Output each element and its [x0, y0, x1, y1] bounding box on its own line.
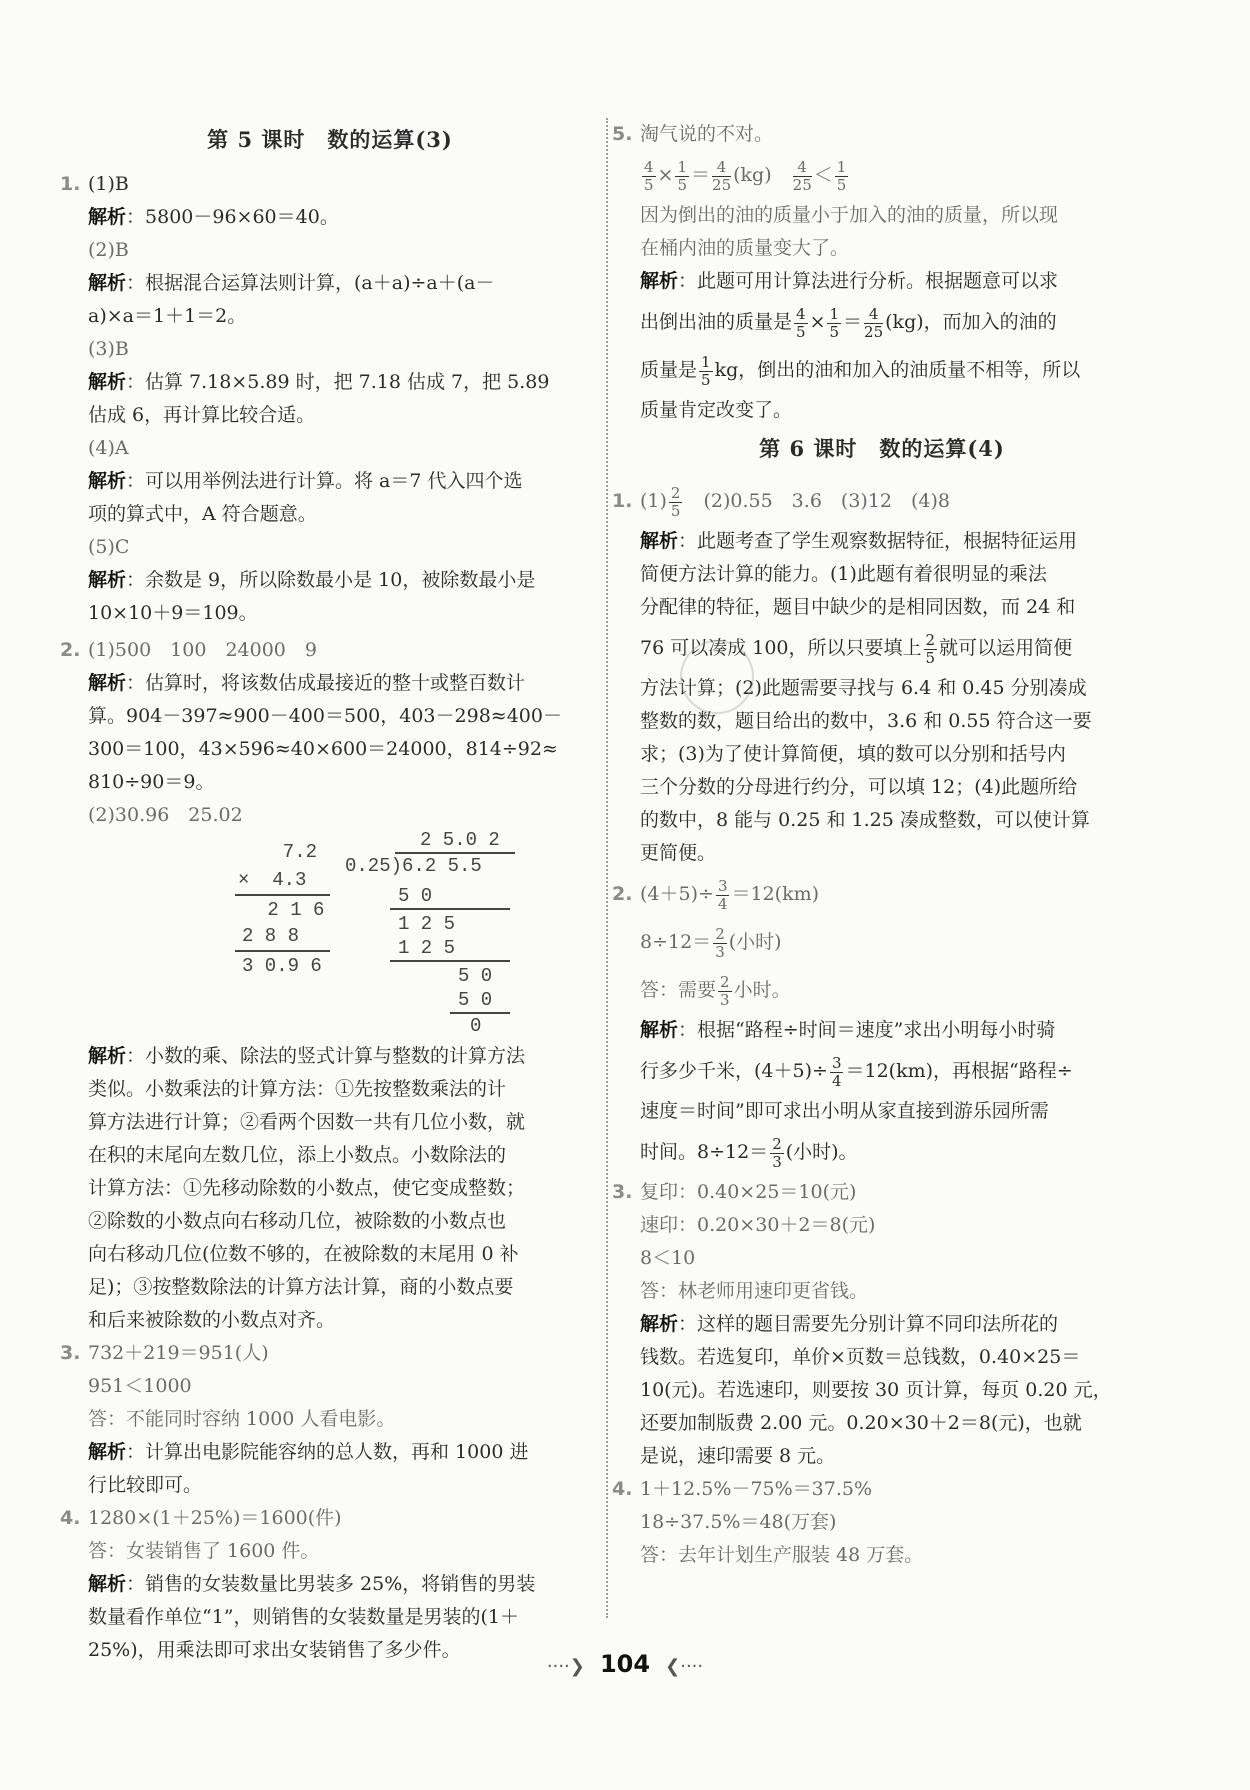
text-left-q2-t2h: 足)；③按整数除法的计算方法计算，商的小数点要 — [88, 1276, 514, 1298]
column-divider — [606, 118, 608, 1618]
section-title-6: 第 6 课时 数的运算(4) — [759, 436, 1005, 461]
text-left-q4-a1: 1280×(1＋25%)＝1600(件) — [88, 1507, 342, 1529]
text-left-q2-calc-d1: 0.25)6.2 5.5 — [345, 855, 482, 877]
text-right-p2-f3: 3 — [715, 942, 725, 961]
text-left-q1-t4a: ：可以用举例法进行计算。将 a＝7 代入四个选 — [126, 470, 523, 492]
text-jx: 解析 — [88, 371, 127, 393]
text-right-q5-f_1: 1 — [677, 157, 688, 176]
text-jx: 解析 — [88, 1573, 127, 1595]
text-line — [60, 465, 600, 498]
text-jx: 解析 — [88, 569, 127, 591]
text-left-q2-t2f: ②除数的小数点向右移动几位，被除数的小数点也 — [88, 1210, 507, 1232]
text-left-q2-t1b: 算。904－397≈900－400＝500，403－298≈400－ — [88, 705, 562, 727]
text-right-q5-f_4: 4 — [712, 159, 731, 177]
fraction — [669, 485, 683, 520]
text-right-p2-f3: 3 — [772, 1152, 782, 1171]
text-line — [612, 1128, 1152, 1176]
text-right-p2-f2: 2 — [720, 972, 730, 991]
text-right-p2-f2: 2 — [772, 1134, 782, 1153]
text-right-p2-t3: 速度＝时间”即可求出小明从家直接到游乐园所需 — [640, 1100, 1049, 1122]
text-right-q5-unit: (kg) — [733, 164, 772, 186]
text-right-p2-a1b: ＝12(km) — [731, 883, 820, 905]
text-left-q2-calc-d4: 1 2 5 — [398, 937, 456, 959]
text-jx: 解析 — [88, 470, 127, 492]
text-line — [60, 1040, 600, 1073]
text-left-q1-num: 1. — [60, 173, 81, 195]
text-right-q5-f_4: 4 — [793, 159, 812, 177]
text-line — [612, 265, 1152, 298]
text-line — [612, 346, 1152, 394]
text-left-q2-calc-d0: 2 5.0 2 — [420, 829, 500, 851]
text-right-p1-num: 1. — [612, 490, 633, 512]
text-left-q4-a2: 答：女装销售了 1600 件。 — [88, 1540, 320, 1562]
text-right-p3-t5: 是说，速印需要 8 元。 — [640, 1445, 836, 1467]
text-left-q3-t1b: 行比较即可。 — [88, 1474, 203, 1496]
text-left-q2-calc-m1: 7.2 — [260, 841, 318, 863]
text-left-q2-num: 2. — [60, 639, 81, 661]
stamp-mark — [680, 640, 754, 714]
text-left-q2-t1c: 300＝100，43×596≈40×600＝24000，814÷92≈ — [88, 738, 558, 760]
fraction — [718, 974, 732, 1009]
text-right-q5-f_4: 4 — [796, 304, 806, 323]
text-left-q2-a2: (2)30.96 25.02 — [88, 804, 243, 826]
text-jx: 解析 — [88, 1045, 127, 1067]
text-right-p2-num: 2. — [612, 883, 633, 905]
text-right-q5-f_25: 25 — [864, 322, 884, 341]
text-left-q4-t1b: 数量看作单位“1”，则销售的女装数量是男装的(1＋ — [88, 1606, 520, 1628]
text-right-p3-a4: 答：林老师用速印更省钱。 — [640, 1280, 869, 1302]
text-right-p2-a3b: 小时。 — [733, 979, 791, 1001]
text-right-p3-num: 3. — [612, 1181, 633, 1203]
text-left-q2-t2i: 和后来被除数的小数点对齐。 — [88, 1309, 336, 1331]
text-left-q1-t1: ：5800－96×60＝40。 — [126, 206, 339, 228]
page-number: 104 — [599, 1650, 651, 1678]
text-line — [60, 667, 600, 700]
text-line — [612, 1014, 1152, 1047]
fraction — [675, 159, 689, 194]
text-left-q1-t3a: ：估算 7.18×5.89 时，把 7.18 估成 7，把 5.89 — [126, 371, 550, 393]
calc-line — [235, 894, 330, 896]
text-right-p1-t6: 整数的数，题目给出的数中，3.6 和 0.55 符合这一要 — [640, 710, 1092, 732]
text-right-q5-f_1: 1 — [836, 157, 847, 176]
text-left-q3-a2: 951＜1000 — [88, 1375, 192, 1397]
fraction — [830, 1055, 844, 1090]
text-right-q5-lt: ＜ — [813, 164, 833, 186]
text-right-q5-f_5: 5 — [796, 322, 806, 341]
text-right-p1-t2: 简便方法计算的能力。(1)此题有着很明显的乘法 — [640, 563, 1047, 585]
text-right-q5-t4: 质量肯定改变了。 — [640, 399, 793, 421]
text-right-p1-t4b: 就可以运用简便 — [939, 637, 1073, 659]
text-right-q5-f_5: 5 — [677, 175, 688, 194]
fraction — [716, 878, 730, 913]
text-left-q2-calc-m4: 2 8 8 — [242, 925, 300, 947]
text-left-q3-a1: 732＋219＝951(人) — [88, 1342, 269, 1364]
text-right-q5-f_25: 25 — [792, 175, 812, 194]
text-right-q5-f_5: 5 — [644, 175, 654, 194]
text-right-p1-t5: 方法计算；(2)此题需要寻找与 6.4 和 0.45 分别凑成 — [640, 677, 1087, 699]
text-line — [60, 1568, 600, 1601]
text-right-q5-t3a: 质量是 — [640, 359, 698, 381]
text-left-q1-t2a: ：根据混合运算法则计算，(a＋a)÷a＋(a－ — [126, 272, 495, 294]
fraction — [924, 632, 938, 667]
text-line: $\frac{4}{5}$ × $\frac{1}{5}$ ＝ $\frac{4}{25}$ (kg) $\frac{4}{25}$ ＜ $\frac{1}{5}$ — [644, 157, 847, 194]
fraction — [827, 306, 841, 341]
text-line — [612, 477, 1152, 525]
text-line — [60, 168, 600, 201]
text-left-q2-t2c: 算方法进行计算；②看两个因数一共有几位小数，就 — [88, 1111, 526, 1133]
text-line — [60, 1502, 600, 1535]
text-line — [612, 966, 1152, 1014]
text-left-q3-a3: 答：不能同时容纳 1000 人看电影。 — [88, 1408, 396, 1430]
text-right-p2-a1a: (4＋5)÷ — [640, 883, 714, 905]
text-right-p1-f2: 2 — [925, 630, 936, 649]
text-right-p3-t4: 还要加制版费 2.00 元。0.20×30＋2＝8(元)，也就 — [640, 1412, 1082, 1434]
vertical-calculation — [60, 829, 600, 1037]
text-right-p2-t2a: 行多少千米，(4＋5)÷ — [640, 1060, 828, 1082]
text-right-p2-f4: 4 — [717, 894, 728, 913]
arrow-right-icon: ····❯ — [546, 1656, 585, 1677]
calc-line — [390, 960, 510, 962]
text-jx: 解析 — [640, 530, 679, 552]
section-title: 第 5 课时 数的运算(3) — [207, 127, 453, 152]
fraction — [642, 159, 656, 194]
text-right-p1-t9: 的数中，8 能与 0.25 和 1.25 凑成整数，可以使计算 — [640, 809, 1090, 831]
text-left-q1-a1: (1)B — [88, 173, 129, 195]
text-right-p4-num: 4. — [612, 1478, 633, 1500]
text-right-p3-a2: 速印：0.20×30＋2＝8(元) — [640, 1214, 876, 1236]
text-right-p1-t1: ：此题考查了学生观察数据特征，根据特征运用 — [678, 530, 1078, 552]
text-line — [60, 1337, 600, 1370]
text-right-p1-t7: 求；(3)为了使计算简便，填的数可以分别和括号内 — [640, 743, 1066, 765]
text-right-q5-t1a: 因为倒出的油的质量小于加入的油的质量，所以现 — [640, 204, 1059, 226]
text-right-p1-f2: 2 — [670, 483, 681, 502]
text-right-p2-a2a: 8÷12＝ — [640, 931, 712, 953]
text-right-q5-num: 5. — [612, 123, 633, 145]
text-right-p2-f4: 4 — [831, 1071, 842, 1090]
right-column — [612, 118, 1152, 1572]
text-line — [612, 1308, 1152, 1341]
text-right-q5-t2a: 出倒出油的质量是 — [640, 311, 793, 333]
text-right-p3-t1: ：这样的题目需要先分别计算不同印法所花的 — [678, 1313, 1059, 1335]
text-right-p1-t10: 更简便。 — [640, 842, 717, 864]
text-right-p2-a3a: 答：需要 — [640, 979, 717, 1001]
fraction — [699, 354, 713, 389]
text-left-q3-t1a: ：计算出电影院能容纳的总人数，再和 1000 进 — [126, 1441, 529, 1463]
text-jx: 解析 — [640, 1019, 679, 1041]
text-left-q2-t2g: 向右移动几位(位数不够的，在被除数的末尾用 0 补 — [88, 1243, 519, 1265]
text-right-q5-f_5: 5 — [836, 175, 847, 194]
text-left-q2-calc-d5: 5 0 — [458, 965, 493, 987]
text-right-p3-a3: 8＜10 — [640, 1247, 696, 1269]
text-right-p1-t8: 三个分数的分母进行约分，可以填 12；(4)此题所给 — [640, 776, 1078, 798]
text-line — [612, 1473, 1152, 1506]
text-left-q2-calc-m2: × 4.3 — [238, 869, 307, 891]
text-line — [612, 118, 1152, 151]
text-line — [60, 366, 600, 399]
text-left-q1-a3: (3)B — [88, 338, 129, 360]
text-right-q5-t2b: (kg)，而加入的油的 — [885, 311, 1057, 333]
text-right-q5-f_1: 1 — [701, 352, 711, 371]
text-left-q1-t4b: 项的算式中，A 符合题意。 — [88, 503, 317, 525]
arrow-left-icon: ❮···· — [665, 1656, 704, 1677]
text-line — [60, 564, 600, 597]
text-right-q5-f_4: 4 — [864, 306, 883, 324]
text-jx: 解析 — [88, 206, 127, 228]
text-line — [612, 1176, 1152, 1209]
text-right-q5-f_4: 4 — [644, 157, 654, 176]
text-left-q2-calc-d7: 0 — [470, 1015, 482, 1037]
text-left-q2-calc-m3: 2 1 6 — [256, 899, 325, 921]
text-line — [612, 1047, 1152, 1095]
text-line — [612, 870, 1152, 918]
text-left-q2-t1d: 810÷90＝9。 — [88, 771, 215, 793]
text-line — [60, 201, 600, 234]
text-right-q5-f_5: 5 — [701, 370, 711, 389]
fraction — [713, 926, 727, 961]
text-left-q2-t1a: ：估算时，将该数估成最接近的整十或整百数计 — [126, 672, 526, 694]
text-left-q2-calc-m5: 3 0.9 6 — [242, 955, 322, 977]
text-left-q1-t5a: ：余数是 9，所以除数最小是 10，被除数最小是 — [126, 569, 536, 591]
text-right-q5-t3b: kg，倒出的油和加入的油质量不相等，所以 — [714, 359, 1081, 381]
calc-line — [235, 950, 330, 952]
text-right-p1-a1b: (2)0.55 3.6 (3)12 (4)8 — [684, 490, 950, 512]
text-right-p2-t4b: (小时)。 — [785, 1141, 858, 1163]
text-left-q2-calc-d2: 5 0 — [398, 885, 433, 907]
fraction — [864, 306, 883, 341]
text-jx: 解析 — [88, 1441, 127, 1463]
text-right-q5-jx: ：此题可用计算法进行分析。根据题意可以求 — [678, 270, 1059, 292]
text-left-q1-t2b: a)×a＝1＋1＝2。 — [88, 305, 247, 327]
text-left-q2-t2d: 在积的末尾向左数几位，添上小数点。小数除法的 — [88, 1144, 507, 1166]
calc-line — [390, 908, 510, 910]
text-right-p3-t2: 钱数。若选复印，单价×页数＝总钱数，0.40×25＝ — [640, 1346, 1081, 1368]
text-right-p4-a1: 1＋12.5%－75%＝37.5% — [640, 1478, 873, 1500]
text-right-q5-f_25: 25 — [712, 175, 732, 194]
text-right-p3-a1: 复印：0.40×25＝10(元) — [640, 1181, 857, 1203]
text-right-p1-t3: 分配律的特征，题目中缺少的是相同因数，而 24 和 — [640, 596, 1076, 618]
page-footer — [0, 1650, 1250, 1678]
text-right-p2-t1: ：根据“路程÷时间＝速度”求出小明每小时骑 — [678, 1019, 1056, 1041]
text-right-p3-t3: 10(元)。若选速印，则要按 30 页计算，每页 0.20 元， — [640, 1379, 1112, 1401]
text-left-q4-t1c: 25%)，用乘法即可求出女装销售了多少件。 — [88, 1639, 461, 1661]
text-right-p1-a1a: (1) — [640, 490, 667, 512]
text-right-p2-f3: 3 — [717, 876, 728, 895]
text-right-q5-a1: 淘气说的不对。 — [640, 123, 774, 145]
text-right-p2-f3: 3 — [720, 990, 730, 1009]
text-left-q2-a1: (1)500 100 24000 9 — [88, 639, 317, 661]
text-jx: 解析 — [88, 672, 127, 694]
left-column — [60, 118, 600, 1667]
text-right-p2-f2: 2 — [715, 924, 725, 943]
fraction — [770, 1136, 784, 1171]
text-left-q1-t5b: 10×10＋9＝109。 — [88, 602, 258, 624]
text-line — [612, 918, 1152, 966]
text-left-q2-calc-d3: 1 2 5 — [398, 913, 456, 935]
text-right-q5-f_5: 5 — [829, 322, 840, 341]
text-jx: 解析 — [640, 1313, 679, 1335]
text-left-q4-t1a: ：销售的女装数量比男装多 25%，将销售的男装 — [126, 1573, 536, 1595]
text-line: 出倒出油的质量是 $\frac{4}{5}$ × $\frac{1}{5}$ ＝ $\frac{4}{25}$ (kg)，而加入的油的 — [640, 304, 1057, 341]
fraction — [712, 159, 731, 194]
text-right-p4-a2: 18÷37.5%＝48(万套) — [640, 1511, 837, 1533]
text-left-q2-t2e: 计算方法：①先移动除数的小数点，使它变成整数； — [88, 1177, 526, 1199]
text-right-p2-f3: 3 — [831, 1053, 842, 1072]
text-right-p4-a3: 答：去年计划生产服装 48 万套。 — [640, 1544, 924, 1566]
text-left-q2-calc-d6: 5 0 — [458, 989, 493, 1011]
text-left-q1-a5: (5)C — [88, 536, 130, 558]
text-right-p1-f5: 5 — [670, 501, 681, 520]
text-right-q5-t1b: 在桶内油的质量变大了。 — [640, 237, 850, 259]
text-left-q3-num: 3. — [60, 1342, 81, 1364]
text-right-p2-t2b: ＝12(km)，再根据“路程÷ — [845, 1060, 1073, 1082]
fraction — [793, 159, 812, 194]
text-right-q5-f_1: 1 — [829, 304, 840, 323]
fraction — [794, 306, 808, 341]
text-left-q1-t3b: 估成 6，再计算比较合适。 — [88, 404, 316, 426]
text-right-p2-t4a: 时间。8÷12＝ — [640, 1141, 769, 1163]
text-line — [612, 525, 1152, 558]
fraction — [835, 159, 849, 194]
text-line — [60, 1436, 600, 1469]
text-left-q2-t2b: 类似。小数乘法的计算方法：①先按整数乘法的计 — [88, 1078, 507, 1100]
text-left-q4-num: 4. — [60, 1507, 81, 1529]
text-left-q1-a4: (4)A — [88, 437, 129, 459]
text-right-p1-t4a: 76 可以凑成 100，所以只要填上 — [640, 637, 922, 659]
text-left-q1-a2: (2)B — [88, 239, 129, 261]
text-left-q2-t2a: ：小数的乘、除法的竖式计算与整数的计算方法 — [126, 1045, 526, 1067]
text-jx: 解析 — [640, 270, 679, 292]
text-right-p2-a2b: (小时) — [728, 931, 782, 953]
text-jx: 解析 — [88, 272, 127, 294]
text-line — [60, 634, 600, 667]
text-right-p1-f5: 5 — [925, 648, 936, 667]
text-line — [60, 267, 600, 300]
